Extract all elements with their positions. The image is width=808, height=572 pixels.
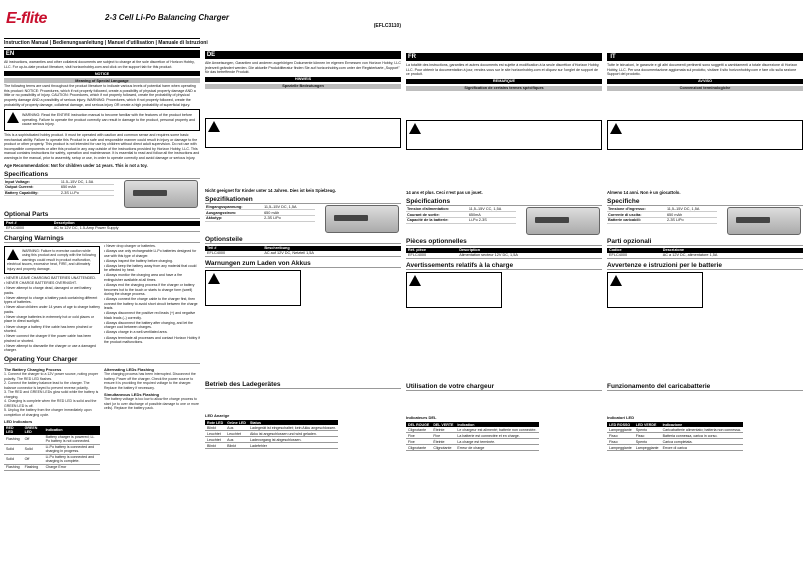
column-english: [4, 4, 208, 570]
table-row: Blinkt Blinkt Ladefehler: [205, 443, 338, 449]
optional-heading: Pièces optionnelles: [406, 238, 602, 246]
eflite-logo: E-flite: [6, 10, 47, 27]
charger-image: [727, 207, 801, 235]
table-row: Output Current: 650 mAh: [4, 185, 114, 191]
list-item: • Never charge batteries in extremely hot or cold places or place in direct sunlight.: [4, 315, 100, 324]
table-row: Flashing Off Battery charger is powered; Li-Po battery is not connected.: [4, 435, 100, 445]
meaning-bar: Spezielle Bedeutungen: [205, 84, 401, 89]
list-item: 3. The RED and GREEN LEDs glow solid while the battery is charging.: [4, 390, 99, 399]
list-item: • Never drop charger or batteries.: [104, 244, 200, 249]
charger-image: [526, 207, 600, 235]
column-french: [406, 4, 602, 570]
notice-bar: REMARQUE: [406, 79, 602, 84]
notice-bar: NOTICE: [4, 71, 200, 76]
sophisticated-text: This is a sophisticated hobby product. It must be operated with caution and common sense and requires some basic mechanical ability. Failure to operate this Product in a safe and responsible manner could result in injury or damage to the product or other property. This product is not intended for use by children without direct adult supervision. Do not use with incompatible components or alter this product in any way outside of the instructions provided by Horizon Hobby, LLC. This manual contains instructions for safety, operation and maintenance. It is essential to read and follow all the instructions and warnings in the manual, prior to assembly, setup or use, in order to operate correctly and avoid damage or serious injury.: [4, 132, 200, 160]
led-table: LED ROSSO LED VERDE Indicazione Lampeggiante Spento Caricabatterie alimentato; batteria non connessa. Fisso Fisso Batteria connessa, carica in corso. Fisso Spento Carica completata. Lampeggiante Lampeggiante Errore di carica: [609, 422, 741, 450]
lang-code-de: DE: [206, 52, 216, 58]
age-recommendation: Nicht geeignet für Kinder unter 14 Jahren. Dies ist kein Spielzeug.: [205, 187, 337, 193]
warning-box: [406, 120, 602, 150]
process-heading: The Battery Charging Process: [4, 366, 62, 372]
charger-image: [325, 205, 399, 233]
warnings-heading: Warnungen zum Laden von Akkus: [205, 260, 401, 268]
list-item: • NEVER LEAVE CHARGING BATTERIES UNATTENDED.: [4, 276, 100, 281]
list-item: • NEVER CHARGE BATTERIES OVERNIGHT.: [4, 281, 100, 286]
warning-triangle-icon: [208, 121, 220, 132]
lang-bar-de: [205, 51, 401, 59]
intro-text: Tutte le istruzioni, le garanzie e gli altri documenti pertinenti sono soggetti a cambiamenti a totale discrezione di Horizon Hobby, LLC. Per una documentazione aggiornata sul prodotto, visitare il sito horizonhobby.com e fare clic sulla sezione Support del prodotto.: [607, 63, 798, 77]
warnings-right: [104, 244, 200, 354]
specs-heading: Specifications: [4, 171, 200, 179]
led-table: DEL ROUGE DEL VERTE Indication Clignotante Éteinte Le chargeur est alimenté; batterie non connectée. Fixe Fixe La batterie est connectée et en charge. Fixe Éteinte La charge est terminée. Clignotante Clignotante Erreur de charge: [408, 422, 537, 450]
specs-heading: Specifiche: [607, 198, 803, 206]
optional-parts-table: Teil # Beschreibung EFLC4000 AC auf 12V DC, Netzteil 1,5A: [205, 246, 401, 257]
table-row: Fixe Éteinte La charge est terminée.: [406, 439, 539, 445]
lang-code-fr: FR: [408, 54, 416, 60]
alternating-heading: Alternating LEDs Flashing: [104, 366, 155, 372]
list-item: • Never connect the charger if the power cable has been pinched or shorted.: [4, 334, 100, 343]
warnings-heading: Avvertenze e istruzioni per le batterie: [607, 262, 803, 270]
list-item: • Never allow children under 14 years of age to charge battery packs.: [4, 305, 100, 314]
charging-warning-box: [406, 272, 502, 308]
optional-heading: Optionsteile: [205, 236, 401, 244]
list-item: • Always inspect the battery before charging.: [104, 259, 200, 264]
function-heading: Funzionamento del caricabatterie: [607, 383, 803, 391]
led-heading: Indicateurs DEL: [406, 415, 437, 421]
charger-image: [124, 180, 198, 208]
led-heading: LED Indicators: [4, 418, 33, 424]
list-item: 5. Unplug the battery from the charger immediately upon completion of charging cycle.: [4, 408, 92, 417]
warning-triangle-icon: [409, 275, 421, 286]
list-item: • Always keep the battery away from any material that could be affected by heat.: [104, 264, 200, 273]
led-heading: LED Anzeige: [205, 413, 230, 419]
simultaneous-text: The battery voltage is too low to allow the charge process to start (or to over discharge of possible damage to one or more cells). Replace the battery pack.: [104, 397, 199, 411]
table-row: Fisso Spento Carica completata.: [607, 439, 743, 445]
optional-heading: Parti opzionali: [607, 238, 803, 246]
list-item: • Always use only rechargeable Li-Po batteries designed for use with this type of charger.: [104, 249, 200, 258]
notice-bar: HINWEIS: [205, 77, 401, 82]
meaning-text-placeholder: [205, 90, 401, 116]
warning-triangle-icon: [610, 123, 622, 134]
lang-bar-it: [607, 53, 803, 61]
led-table: Rote LED Grüne LED Status Blinkt Aus Ladegerät ist eingeschaltet; kein Akku angeschlossen. Leuchtet Leuchtet Akku ist angeschlossen und wird geladen. Leuchtet Aus Ladevorgang ist abgeschlossen. Blinkt Blinkt Ladefehler: [207, 420, 337, 448]
table-row: Tension d'alimentation: 11,5–15V CC, 1,5A: [406, 207, 516, 212]
list-item: 2. Connect the battery balance lead to the charger. The balance connector is keyed to prevent reverse polarity.: [4, 381, 90, 390]
table-row: Tensione d'ingresso: 11,5–15V DC, 1,5A: [607, 207, 717, 212]
table-row: Corrente di uscita: 650 mAh: [607, 212, 717, 218]
table-row: Fixe Fixe La batterie est connectée et en charge.: [406, 433, 539, 439]
list-item: • Always disconnect the battery after charging, and let the charger cool between charges.: [104, 321, 200, 330]
intro-text: La totalité des instructions, garanties et autres documents est sujette à modification à la seule discrétion d'Horizon Hobby, LLC. Pour obtenir la documentation à jour, rendez-vous sur le site horizonhobby.com et cliquez sur l'onglet de support de ce produit.: [406, 63, 600, 77]
list-item: • Never attempt to charge a battery pack containing different types of batteries.: [4, 296, 100, 305]
table-row: Blinkt Aus Ladegerät ist eingeschaltet; kein Akku angeschlossen.: [207, 425, 337, 430]
charging-warnings: [4, 244, 200, 354]
manual-title: Instruction Manual | Bedienungsanleitung | Manuel d'utilisation | Manuale di Istruzioni: [4, 40, 208, 46]
table-row: EFLC4000 AC auf 12V DC, Netzteil 1,5A: [205, 251, 401, 257]
table-row: EFLC4000 AC a 12V DC, alimentatore 1,5A: [607, 253, 803, 259]
warning-box: [4, 109, 200, 131]
table-row: EFLC4000 Alimentation secteur 12V DC, 1,5A: [406, 253, 602, 259]
specs-table: [406, 207, 516, 224]
meaning-bar: Meaning of Special Language: [4, 78, 200, 83]
specs-table: [4, 180, 114, 197]
warnings-left: [4, 244, 100, 354]
list-item: • Always terminate all processes and contact Horizon Hobby if the product malfunctions.: [104, 336, 200, 345]
list-item: • Always charge in a well-ventilated area.: [104, 330, 200, 335]
warning-triangle-icon: [208, 273, 220, 284]
list-item: • Never attempt to dismantle the charger or use a damaged charger.: [4, 344, 100, 353]
age-recommendation: 14 ans et plus. Ceci n'est pas un jouet.: [406, 189, 483, 195]
product-code: (EFLC3110): [373, 23, 401, 29]
list-item: • Always end the charging process if the charger or battery becomes hot to the touch or starts to change form (swell) during the charge process.: [104, 283, 200, 297]
alternating-text: The charging process has been interrupted. Disconnect the battery. Power off the charger. Check the power source to ensure it is providing the required voltage to the charger. Replace the battery if necessary.: [104, 372, 196, 390]
table-row: Input Voltage: 11.5–15V DC, 1.5A: [4, 180, 114, 185]
intro-text: Alle Anweisungen, Garantien und anderen zugehörigen Dokumente können im eigenen Ermessen von Horizon Hobby, LLC jederzeit geändert werden. Die aktuelle Produktliteratur finden Sie auf horizonhobby.com unter der Registerkarte „Support" für das betreffende Produkt.: [205, 61, 401, 75]
specs-table: [205, 205, 315, 222]
table-row: Lampeggiante Spento Caricabatterie alimentato; batteria non connessa.: [609, 427, 741, 432]
specs-heading: Spezifikationen: [205, 196, 401, 204]
warning-triangle-icon: [7, 249, 19, 260]
age-recommendation: Almeno 14 anni. Non è un giocattolo.: [607, 189, 681, 195]
meaning-bar: Signification de certains termes spécifiques: [406, 86, 602, 91]
table-row: Battery Capability: 2-3S Li-Po: [4, 190, 114, 196]
led-heading: Indicatori LED: [607, 415, 635, 421]
lang-bar-fr: [406, 53, 602, 61]
warning-box: [205, 118, 401, 148]
warning-text: WARNING: Read the ENTIRE instruction manual to become familiar with the features of the product before operating. Failure to operate the product correctly can result in damage to the product, personal property and cause serious injury.: [22, 113, 196, 127]
column-italian: [607, 4, 803, 570]
list-item: • Always disconnect the positive red leads (+) and negative black leads (–) correctly.: [104, 311, 200, 320]
warning-box: [607, 120, 803, 150]
age-recommendation: Age Recommendation: Not for children under 14 years. This is not a toy.: [4, 162, 148, 168]
table-row: Lampeggiante Lampeggiante Errore di carica: [607, 445, 743, 451]
table-row: EFLC4000 AC to 12V DC, 1.5-Amp Power Supply: [4, 226, 200, 232]
specs-table: [607, 207, 717, 224]
warning-triangle-icon: [409, 123, 421, 134]
optional-parts-table: Codice Descrizione EFLC4000 AC a 12V DC, alimentatore 1,5A: [607, 248, 803, 259]
lang-code-it: IT: [607, 53, 619, 61]
specs-heading: Spécifications: [406, 198, 602, 206]
table-row: Batterie caricabili: 2-3S LiPo: [607, 217, 717, 223]
operation-heading: Betrieb des Ladegerätes: [205, 381, 401, 389]
meaning-bar: Convenzioni terminologiche: [607, 86, 803, 91]
notice-bar: AVVISO: [607, 79, 803, 84]
optional-heading: Optional Parts: [4, 211, 200, 219]
table-row: Akkutyp: 2-3S LiPo: [205, 215, 315, 221]
lang-bar-en: [4, 50, 200, 58]
list-item: • Never attempt to charge dead, damaged or wet battery packs.: [4, 286, 100, 295]
warning-triangle-icon: [610, 275, 622, 286]
operating-section: [4, 365, 200, 473]
charging-warning-box: [205, 270, 301, 306]
usage-heading: Utilisation de votre chargeur: [406, 383, 602, 391]
charging-warnings-heading: Charging Warnings: [4, 235, 200, 243]
table-row: Solid Off Li-Po battery is connected and charging is complete.: [4, 454, 100, 464]
table-row: Leuchtet Aus Ladevorgang ist abgeschlossen.: [205, 437, 338, 443]
table-row: Solid Solid Li-Po battery is connected and charging in progress.: [4, 444, 100, 454]
simultaneous-heading: Simultaneous LEDs Flashing: [104, 391, 160, 397]
product-title: 2-3 Cell Li-Po Balancing Charger: [105, 13, 230, 22]
list-item: • Always connect the charge cable to the charger first, then connect the battery to avoid short circuit between the charge leads.: [104, 297, 200, 311]
table-row: Leuchtet Leuchtet Akku ist angeschlossen und wird geladen.: [205, 431, 338, 437]
charging-warning-box: WARNING: Failure to exercise caution while using this product and comply with the following warnings could result in product malfunction, electrical issues, excessive heat, FIRE, and ultimately injury and property damage.: [4, 246, 100, 275]
operating-heading: Operating Your Charger: [4, 356, 200, 364]
optional-parts-table: Réf. pièce Description EFLC4000 Alimentation secteur 12V DC, 1,5A: [406, 248, 602, 259]
list-item: 1. Connect the charger to a 12V power source, noting proper polarity. The RED LED flashes.: [4, 372, 99, 381]
warning-triangle-icon: [7, 112, 19, 123]
lang-code-en: EN: [5, 51, 15, 57]
warnings-heading: Avertissements relatifs à la charge: [406, 262, 602, 270]
optional-parts-table: Part # Description EFLC4000 AC to 12V DC, 1.5-Amp Power Supply: [4, 221, 200, 232]
table-row: Flashing Flashing Charge Error: [4, 464, 100, 470]
list-item: • Never charge a battery if the cable has been pinched or shorted.: [4, 325, 100, 334]
table-row: Capacité de la batterie: Li-Po 2-3S: [406, 217, 516, 223]
list-item: • Always monitor the charging area and have a fire extinguisher available at all times.: [104, 273, 200, 282]
table-row: Clignotante Clignotante Erreur de charge: [406, 445, 539, 451]
intro-text: All instructions, warranties and other collateral documents are subject to change at the sole discretion of Horizon Hobby, LLC. For up-to-date product literature, visit horizonhobby.com and click on the support tab for this product.: [4, 60, 195, 69]
meaning-text: The following terms are used throughout the product literature to indicate various levels of potential harm when operating this product: NOTICE: Procedures, which if not properly followed, create a possibility of physical property damage AND a little or no possibility of injury. CAUTION: Procedures, which if not properly followed, create the probability of physical property damage AND a possibility of serious injury. WARNING: Procedures, which if not properly followed, create the probability of property damage, collateral damage, and serious injury OR create a high probability of superficial injury.: [4, 84, 196, 107]
led-table: RED LED GREEN LED Indication Flashing Off Battery charger is powered; Li-Po battery is not connected. Solid Solid Li-Po battery is connected and charging in progress. Solid Off Li-Po battery is connected and charging is complete. Flashing Flashing Charge Error: [4, 426, 100, 471]
charging-warning-box: [607, 272, 703, 308]
table-row: Fisso Fisso Batteria connessa, carica in corso.: [607, 433, 743, 439]
specs-block: [4, 180, 200, 208]
list-item: 4. Charging is complete when the RED LED is solid and the GREEN LED is off.: [4, 399, 97, 408]
table-row: Ausgangsstrom: 650 mAh: [205, 210, 315, 216]
table-row: Eingangsspannung: 11,5–15V DC, 1,5A: [205, 205, 315, 210]
table-row: Courant de sortie: 650mA: [406, 212, 516, 218]
table-row: Clignotante Éteinte Le chargeur est alimenté; batterie non connectée.: [408, 427, 537, 432]
